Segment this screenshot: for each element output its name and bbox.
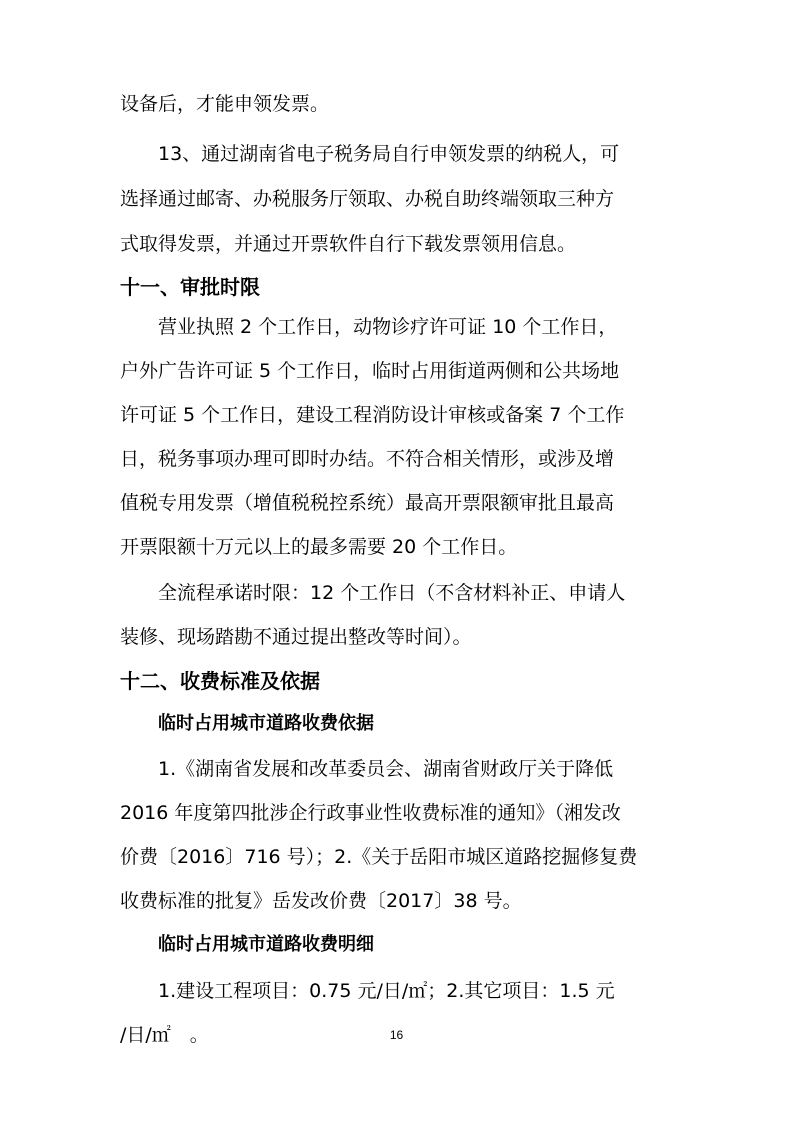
paragraph-line: 2016 年度第四批涉企行政事业性收费标准的通知》（湘发改 (120, 802, 621, 824)
page-number: 16 (389, 1028, 404, 1042)
paragraph-line: 设备后，才能申领发票。 (120, 93, 330, 115)
paragraph-line: 13、通过湖南省电子税务局自行申领发票的纳税人，可 (158, 143, 620, 165)
paragraph-line: 户外广告许可证 5 个工作日，临时占用街道两侧和公共场地 (120, 360, 620, 382)
paragraph-line: 全流程承诺时限：12 个工作日（不含材料补正、申请人 (158, 582, 626, 604)
paragraph-line: /日/㎡ 。 (120, 1024, 209, 1046)
paragraph-line: 选择通过邮寄、办税服务厅领取、办税自助终端领取三种方 (120, 188, 615, 210)
subheading-fee-details: 临时占用城市道路收费明细 (158, 934, 374, 955)
paragraph-line: 营业执照 2 个工作日，动物诊疗许可证 10 个工作日， (158, 316, 618, 338)
paragraph-line: 装修、现场踏勘不通过提出整改等时间）。 (120, 626, 472, 648)
paragraph-line: 价费〔2016〕716 号）；2.《关于岳阳市城区道路挖掘修复费 (120, 846, 638, 868)
paragraph-line: 日，税务事项办理可即时办结。不符合相关情形，或涉及增 (120, 448, 615, 470)
section-heading-approval-time-limit: 十一、审批时限 (120, 275, 260, 299)
section-heading-fee-standard: 十二、收费标准及依据 (120, 669, 320, 693)
paragraph-line: 许可证 5 个工作日，建设工程消防设计审核或备案 7 个工作 (120, 404, 625, 426)
paragraph-line: 开票限额十万元以上的最多需要 20 个工作日。 (120, 536, 518, 558)
subheading-fee-basis: 临时占用城市道路收费依据 (158, 713, 374, 734)
paragraph-line: 式取得发票，并通过开票软件自行下载发票领用信息。 (120, 233, 577, 255)
paragraph-line: 收费标准的批复》岳发改价费〔2017〕38 号。 (120, 890, 522, 912)
paragraph-line: 1.《湖南省发展和改革委员会、湖南省财政厅关于降低 (158, 758, 614, 780)
paragraph-line: 1.建设工程项目：0.75 元/日/㎡；2.其它项目：1.5 元 (158, 980, 615, 1002)
paragraph-line: 值税专用发票（增值税税控系统）最高开票限额审批且最高 (120, 492, 615, 514)
